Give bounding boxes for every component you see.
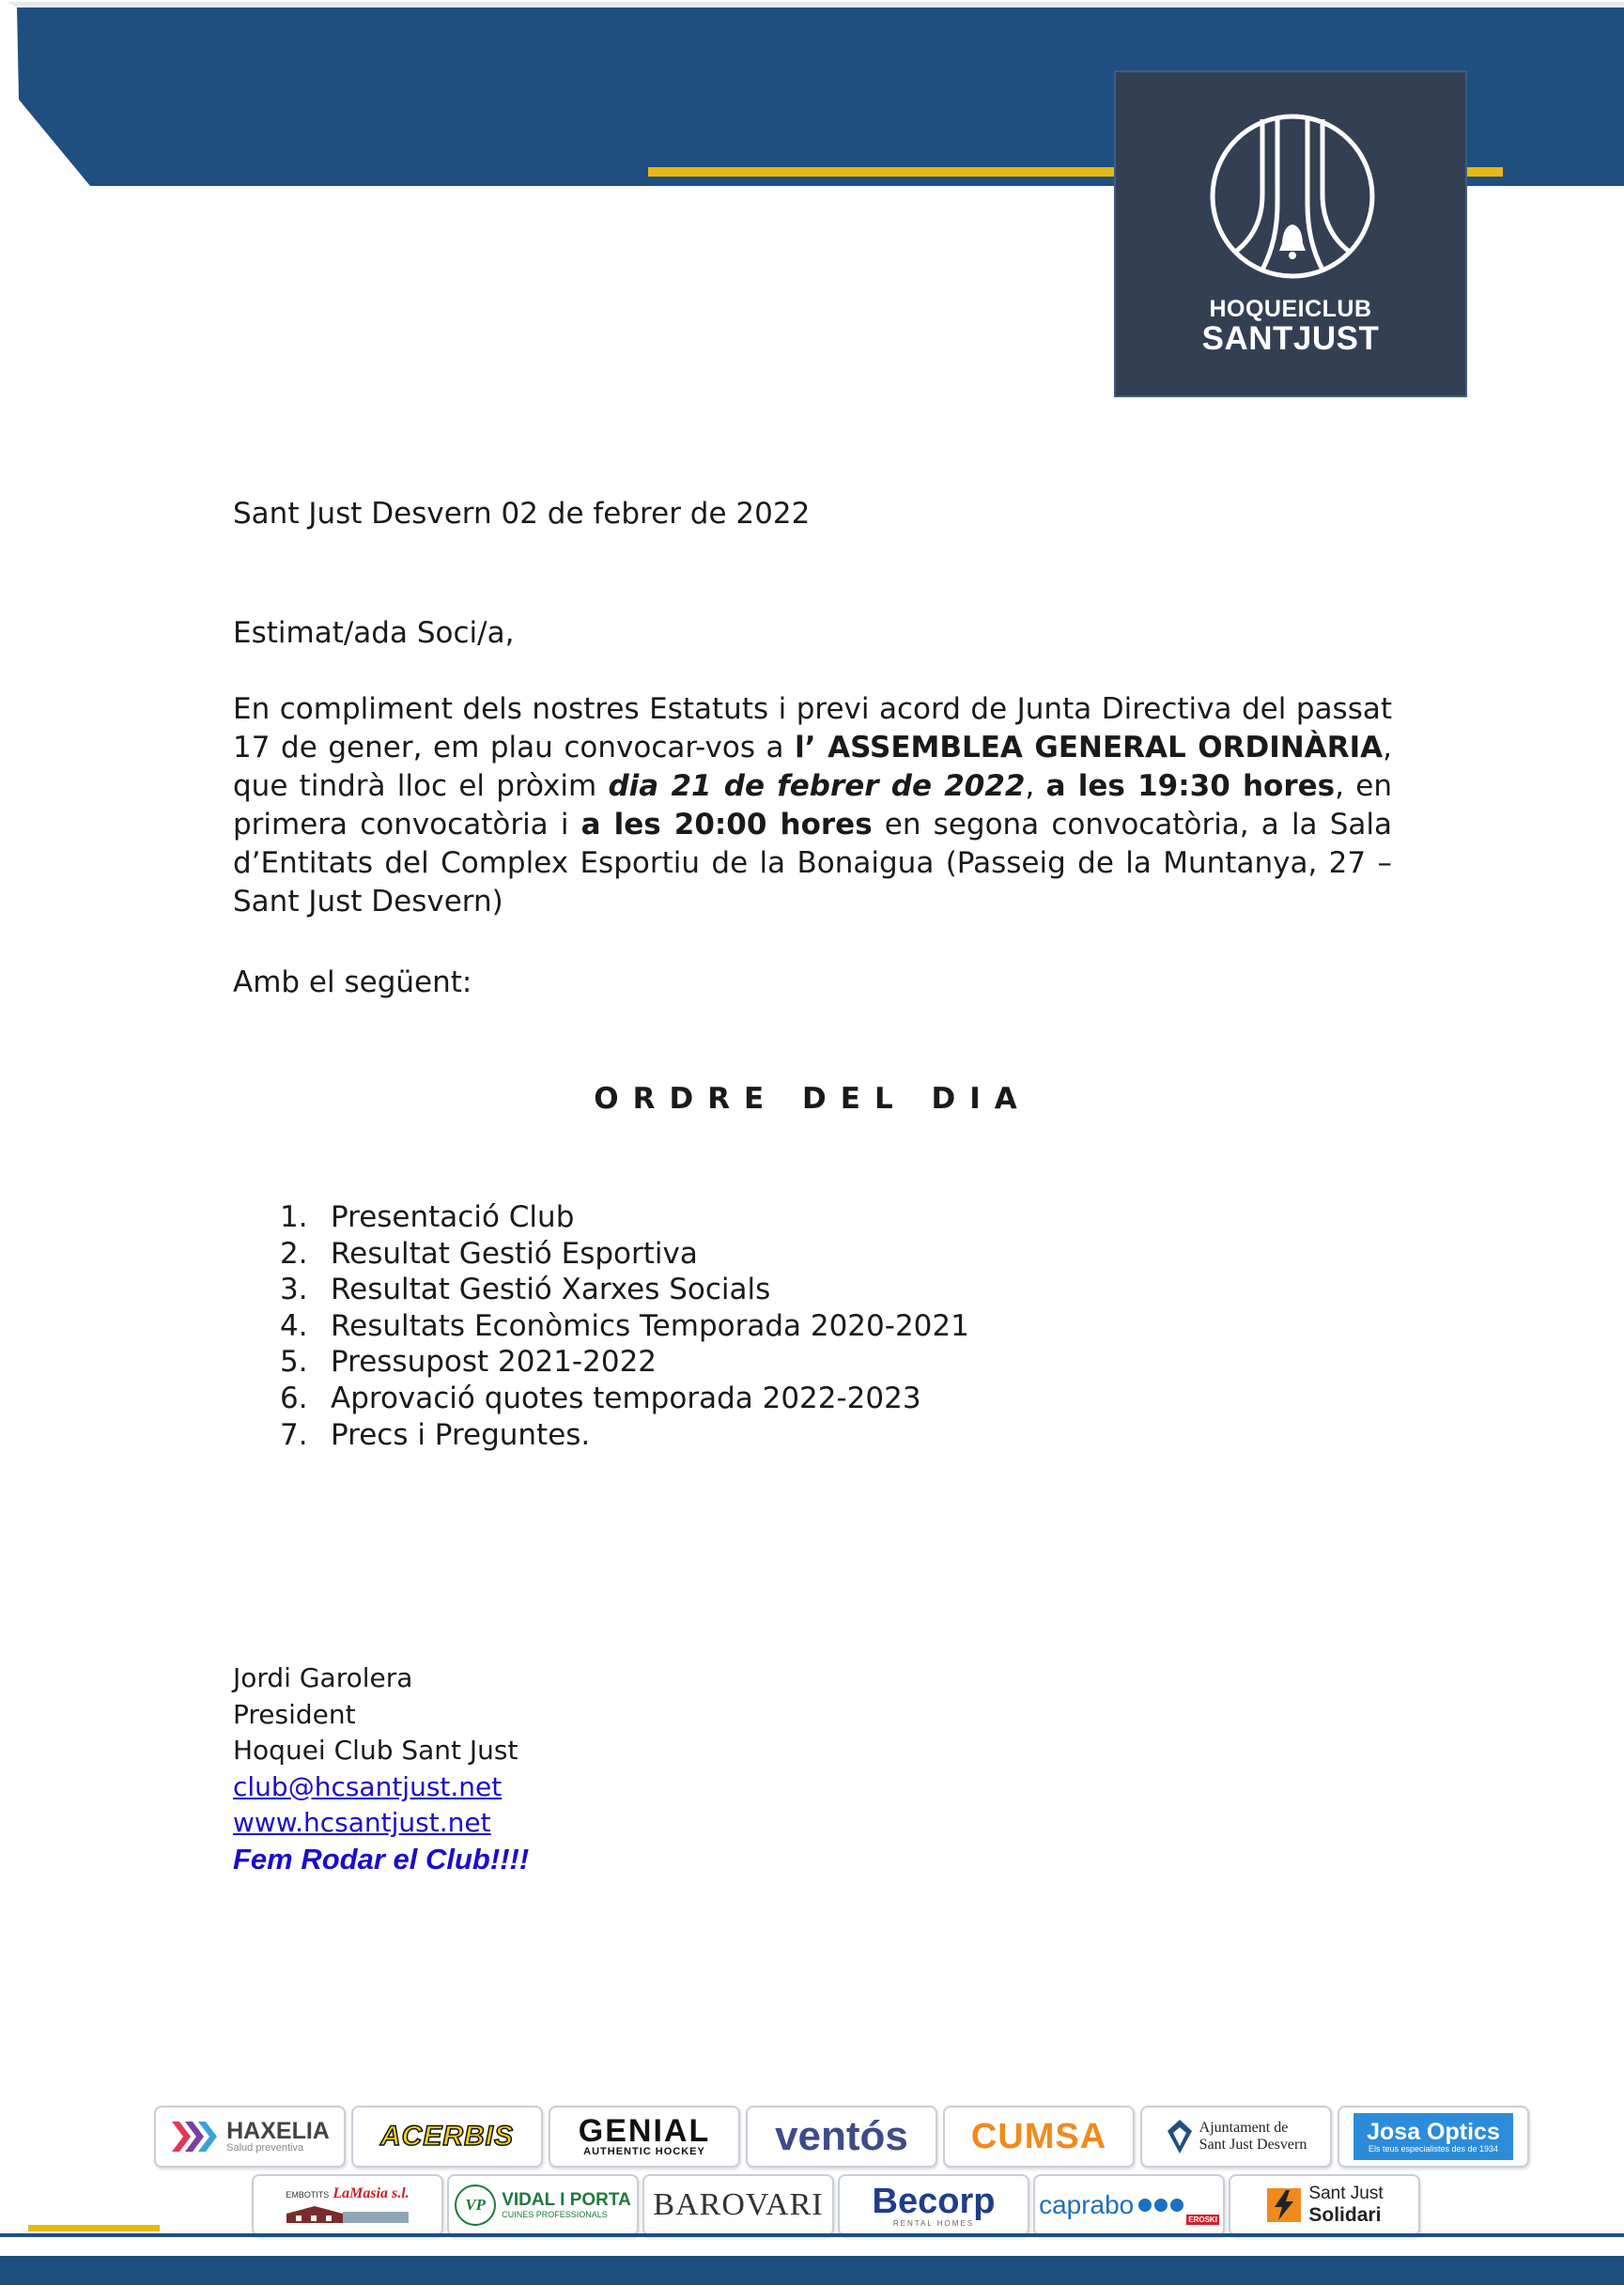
logo-line2: SANTJUST <box>1201 320 1380 357</box>
footer-gold-stripe <box>28 2225 160 2231</box>
second-call-time: a les 20:00 hores <box>580 808 873 841</box>
sponsor-barovari <box>642 2174 834 2236</box>
agenda-intro: Amb el següent: <box>233 965 472 999</box>
website-link[interactable]: www.hcsantjust.net <box>233 1807 491 1838</box>
signer-role: President <box>233 1698 356 1730</box>
agenda-text: Resultat Gestió Esportiva <box>331 1236 698 1271</box>
genial-name: GENIAL <box>578 2113 711 2149</box>
lamasia-farmhouse-icon <box>277 2202 418 2225</box>
barovari-name: BAROVARI <box>653 2187 824 2222</box>
agenda-item <box>280 1308 1219 1345</box>
sponsor-vidal-i-porta <box>447 2174 639 2236</box>
lamasia-line2: LaMasia s.l. <box>333 2185 410 2201</box>
cumsa-name: CUMSA <box>970 2116 1107 2156</box>
genial-tagline: AUTHENTIC HOCKEY <box>583 2146 705 2157</box>
sponsor-acerbis <box>351 2106 543 2168</box>
solidari-line2: Solidari <box>1308 2203 1382 2226</box>
ajuntament-line1: Ajuntament de <box>1199 2119 1289 2136</box>
sponsor-josa-optics <box>1338 2106 1529 2168</box>
agenda-text: Pressupost 2021-2022 <box>331 1345 657 1380</box>
para-text-5: en segona convocatòria, a la Sala d’Entitats del Complex Esportiu de la Bonaigua (Passeig de la Muntanya, 27 – Sant Just Desvern) <box>233 808 1392 919</box>
sponsor-lamasia <box>252 2174 443 2236</box>
agenda-item <box>280 1199 1219 1236</box>
vidal-badge: VP <box>465 2196 487 2214</box>
agenda-text: Resultat Gestió Xarxes Socials <box>331 1273 771 1307</box>
lamasia-line1: EMBOTITS <box>286 2190 330 2200</box>
club-motto: Fem Rodar el Club!!!! <box>233 1842 530 1876</box>
hockey-club-emblem-icon <box>1208 112 1377 281</box>
agenda-text: Resultats Econòmics Temporada 2020-2021 <box>331 1308 969 1343</box>
agenda-number: 5. <box>280 1345 308 1380</box>
agenda-number: 6. <box>280 1381 308 1415</box>
agenda-number: 2. <box>280 1236 308 1271</box>
agenda-item <box>280 1344 1219 1381</box>
body-paragraph <box>233 690 1392 921</box>
sponsor-ajuntament <box>1140 2106 1332 2168</box>
sponsor-becorp <box>838 2174 1029 2236</box>
agenda-number: 1. <box>280 1200 308 1234</box>
caprabo-name: caprabo <box>1039 2190 1135 2219</box>
place-date: Sant Just Desvern 02 de febrer de 2022 <box>233 497 811 531</box>
logo-line1: HOQUEICLUB <box>1209 296 1372 322</box>
club-logo <box>1114 70 1467 397</box>
email-link[interactable]: club@hcsantjust.net <box>233 1770 503 1802</box>
caprabo-tagline: EROSKI <box>1188 2216 1217 2224</box>
signer-name: Jordi Garolera <box>233 1662 413 1693</box>
salutation: Estimat/ada Soci/a, <box>233 616 515 650</box>
footer-band <box>0 2256 1624 2285</box>
acerbis-name: ACERBIS <box>379 2121 514 2152</box>
sponsor-ventos <box>746 2106 937 2168</box>
ventos-name: ventós <box>775 2113 908 2159</box>
sponsor-haxelia <box>154 2106 346 2168</box>
haxelia-name: HAXELIA <box>226 2118 330 2144</box>
sponsor-cumsa <box>943 2106 1135 2168</box>
agenda-number: 3. <box>280 1273 308 1307</box>
agenda-title: ORDRE DEL DIA <box>594 1082 1031 1116</box>
first-call-time: a les 19:30 hores <box>1045 769 1336 803</box>
becorp-tagline: RENTAL HOMES <box>892 2218 975 2228</box>
haxelia-tagline: Salud preventiva <box>226 2142 304 2154</box>
ajuntament-shield-icon <box>1166 2118 1194 2155</box>
agenda-item <box>280 1236 1219 1273</box>
signature-block <box>233 1660 529 1877</box>
assembly-name: l’ ASSEMBLEA GENERAL ORDINÀRIA <box>795 731 1384 764</box>
footer-blue-line <box>0 2233 1624 2237</box>
agenda-list <box>280 1199 1219 1453</box>
agenda-item <box>280 1381 1219 1417</box>
agenda-text: Precs i Preguntes. <box>331 1417 591 1452</box>
agenda-number: 4. <box>280 1308 308 1343</box>
para-text-4: , en primera convocatòria i <box>233 769 1392 841</box>
agenda-text: Presentació Club <box>331 1200 575 1234</box>
agenda-item <box>280 1417 1219 1454</box>
solidari-line1: Sant Just <box>1308 2184 1384 2203</box>
solidari-bolt-icon <box>1265 2186 1303 2224</box>
vidal-tagline: CUINES PROFESSIONALS <box>502 2209 608 2219</box>
sponsor-caprabo <box>1033 2174 1225 2236</box>
para-text-3: , <box>1025 769 1046 803</box>
agenda-item <box>280 1272 1219 1308</box>
para-text-2: , que tindrà lloc el pròxim <box>233 731 1392 803</box>
ajuntament-line2: Sant Just Desvern <box>1199 2137 1307 2153</box>
josa-tagline: Els teus especialistes des de 1934 <box>1368 2144 1499 2154</box>
agenda-text: Aprovació quotes temporada 2022-2023 <box>331 1381 921 1415</box>
josa-name: Josa Optics <box>1367 2119 1500 2145</box>
becorp-name: Becorp <box>872 2181 996 2221</box>
caprabo-dots-icon <box>1137 2198 1184 2213</box>
sponsor-sant-just-solidari <box>1229 2174 1420 2236</box>
sponsor-genial <box>549 2106 740 2168</box>
agenda-number: 7. <box>280 1417 308 1452</box>
vidal-name: VIDAL I PORTA <box>502 2189 631 2210</box>
assembly-date: dia 21 de febrer de 2022 <box>608 769 1026 803</box>
signer-org: Hoquei Club Sant Just <box>233 1735 518 1766</box>
haxelia-chevrons-icon <box>170 2118 221 2155</box>
para-text-1: En compliment dels nostres Estatuts i previ acord de Junta Directiva del passat 17 de gener, em plau convocar-vos a <box>233 692 1392 764</box>
